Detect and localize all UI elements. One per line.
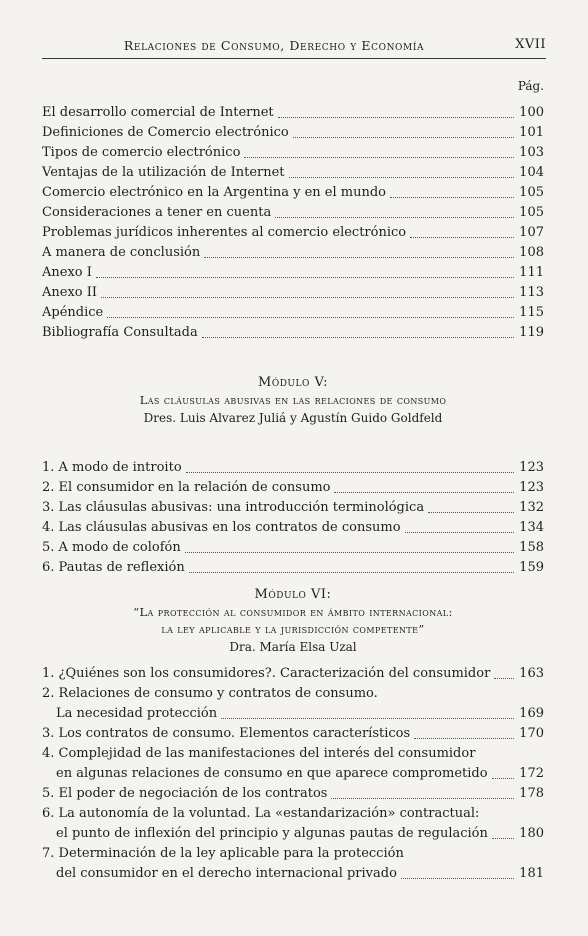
toc-entry-page: 107 [519, 225, 544, 240]
toc-entry-text: 1. A modo de introito [42, 460, 182, 475]
dot-leader [186, 472, 514, 473]
toc-entry-page: 111 [519, 265, 544, 280]
dot-leader [185, 552, 514, 553]
toc-entry-page: 181 [519, 866, 544, 881]
toc-entry-text: Consideraciones a tener en cuenta [42, 205, 272, 220]
toc-entry [42, 478, 544, 498]
toc-entry-page: 123 [519, 460, 544, 475]
toc-entry-page: 105 [519, 205, 544, 220]
toc-entry-page: 170 [519, 726, 544, 741]
toc-entry-text: Anexo II [42, 285, 98, 300]
toc-entry-text-line-1: 7. Determinación de la ley aplicable para la protección [42, 846, 404, 861]
toc-entry-page: 163 [519, 666, 544, 681]
toc-entry [42, 518, 544, 538]
module-v-heading [42, 374, 544, 427]
toc-entry-page: 134 [519, 520, 544, 535]
toc-entry-text: 5. A modo de colofón [42, 540, 181, 555]
toc-entry-text: 5. El poder de negociación de los contratos [42, 786, 328, 801]
dot-leader [494, 678, 514, 679]
toc-entry-text: 4. Las cláusulas abusivas en los contratos de consumo [42, 520, 401, 535]
toc-entry-page: 103 [519, 145, 544, 160]
toc-entry-page: 115 [519, 305, 544, 320]
page-column-label: Pág. [517, 79, 544, 93]
toc-entry [42, 323, 544, 343]
toc-entry [42, 844, 544, 884]
toc-entry-text: Definiciones de Comercio electrónico [42, 125, 289, 140]
toc-entry-text-line-2: La necesidad protección [56, 706, 218, 721]
toc-list-module-vi [42, 664, 544, 884]
toc-entry [42, 498, 544, 518]
toc-entry-page: 169 [519, 706, 544, 721]
toc-entry-text-line-2: en algunas relaciones de consumo en que aparece comprometido [56, 766, 488, 781]
toc-entry [42, 724, 544, 744]
dot-leader [428, 512, 514, 513]
module-subtitle-line-1: “La protección al consumidor en ámbito internacional: [133, 605, 453, 619]
toc-entry [42, 458, 544, 478]
toc-entry-text: Problemas jurídicos inherentes al comercio electrónico [42, 225, 407, 240]
toc-entry [42, 804, 544, 844]
toc-entry [42, 538, 544, 558]
dot-leader [202, 337, 514, 338]
toc-entry-text: 3. Las cláusulas abusivas: una introducción terminológica [42, 500, 425, 515]
dot-leader [331, 798, 514, 799]
toc-entry [42, 303, 544, 323]
dot-leader [289, 177, 514, 178]
toc-entry-page: 158 [519, 540, 544, 555]
toc-entry [42, 163, 544, 183]
toc-entry-text: El desarrollo comercial de Internet [42, 105, 274, 120]
toc-entry-text-line-1: 2. Relaciones de consumo y contratos de consumo. [42, 686, 378, 701]
toc-entry [42, 558, 544, 578]
dot-leader [405, 532, 514, 533]
dot-leader [492, 778, 514, 779]
module-label: Módulo V: [258, 375, 328, 390]
toc-entry-text: 3. Los contratos de consumo. Elementos característicos [42, 726, 411, 741]
toc-entry-page: 113 [519, 285, 544, 300]
module-subtitle-line-2: la ley aplicable y la jurisdicción competente” [161, 622, 425, 636]
dot-leader [278, 117, 514, 118]
toc-entry-text-line-2: el punto de inflexión del principio y algunas pautas de regulación [56, 826, 488, 841]
toc-entry-text: Tipos de comercio electrónico [42, 145, 241, 160]
running-header [42, 34, 546, 59]
toc-entry [42, 283, 544, 303]
toc-entry-text-line-1: 6. La autonomía de la voluntad. La «estandarización» contractual: [42, 806, 480, 821]
toc-entry-page: 180 [519, 826, 544, 841]
toc-entry-text: Apéndice [42, 305, 104, 320]
toc-entry-text: A manera de conclusión [42, 245, 201, 260]
dot-leader [204, 257, 514, 258]
toc-entry [42, 223, 544, 243]
toc-entry-page: 100 [519, 105, 544, 120]
dot-leader [390, 197, 514, 198]
toc-entry [42, 103, 544, 123]
toc-entry [42, 744, 544, 784]
module-subtitle: Las cláusulas abusivas en las relaciones de consumo [139, 393, 447, 407]
dot-leader [244, 157, 514, 158]
toc-entry-page: 178 [519, 786, 544, 801]
page-folio: XVII [515, 37, 546, 52]
module-vi-heading [42, 586, 544, 656]
toc-list-part-a [42, 103, 544, 343]
toc-list-module-v [42, 458, 544, 578]
toc-entry-page: 105 [519, 185, 544, 200]
toc-entry-page: 123 [519, 480, 544, 495]
module-authors: Dres. Luis Alvarez Juliá y Agustín Guido Goldfeld [143, 411, 443, 425]
toc-entry-text-line-2: del consumidor en el derecho internacional privado [56, 866, 397, 881]
toc-entry-text: 1. ¿Quiénes son los consumidores?. Caracterización del consumidor [42, 666, 491, 681]
toc-entry-page: 172 [519, 766, 544, 781]
toc-entry-text: 6. Pautas de reflexión [42, 560, 185, 575]
toc-entry-page: 104 [519, 165, 544, 180]
dot-leader [189, 572, 514, 573]
toc-entry-text: Ventajas de la utilización de Internet [42, 165, 285, 180]
toc-entry-page: 159 [519, 560, 544, 575]
toc-entry-page: 101 [519, 125, 544, 140]
dot-leader [107, 317, 514, 318]
toc-entry-page: 132 [519, 500, 544, 515]
toc-entry [42, 203, 544, 223]
toc-entry [42, 664, 544, 684]
dot-leader [101, 297, 514, 298]
running-title: Relaciones de Consumo, Derecho y Economía [123, 38, 425, 53]
toc-entry [42, 784, 544, 804]
dot-leader [293, 137, 514, 138]
dot-leader [96, 277, 514, 278]
toc-entry-text: 2. El consumidor en la relación de consumo [42, 480, 331, 495]
toc-entry [42, 243, 544, 263]
dot-leader [414, 738, 514, 739]
toc-entry [42, 263, 544, 283]
toc-entry-page: 119 [519, 325, 544, 340]
toc-entry-text: Bibliografía Consultada [42, 325, 198, 340]
toc-entry [42, 684, 544, 724]
toc-entry [42, 183, 544, 203]
dot-leader [334, 492, 514, 493]
toc-entry-page: 108 [519, 245, 544, 260]
toc-entry-text-line-1: 4. Complejidad de las manifestaciones del interés del consumidor [42, 746, 476, 761]
dot-leader [275, 217, 514, 218]
toc-entry [42, 123, 544, 143]
module-label: Módulo VI: [254, 587, 332, 602]
dot-leader [410, 237, 514, 238]
toc-entry-text: Anexo I [42, 265, 92, 280]
dot-leader [221, 718, 514, 719]
dot-leader [401, 878, 514, 879]
module-authors: Dra. María Elsa Uzal [229, 640, 357, 654]
toc-entry [42, 143, 544, 163]
toc-entry-text: Comercio electrónico en la Argentina y en el mundo [42, 185, 387, 200]
dot-leader [492, 838, 514, 839]
